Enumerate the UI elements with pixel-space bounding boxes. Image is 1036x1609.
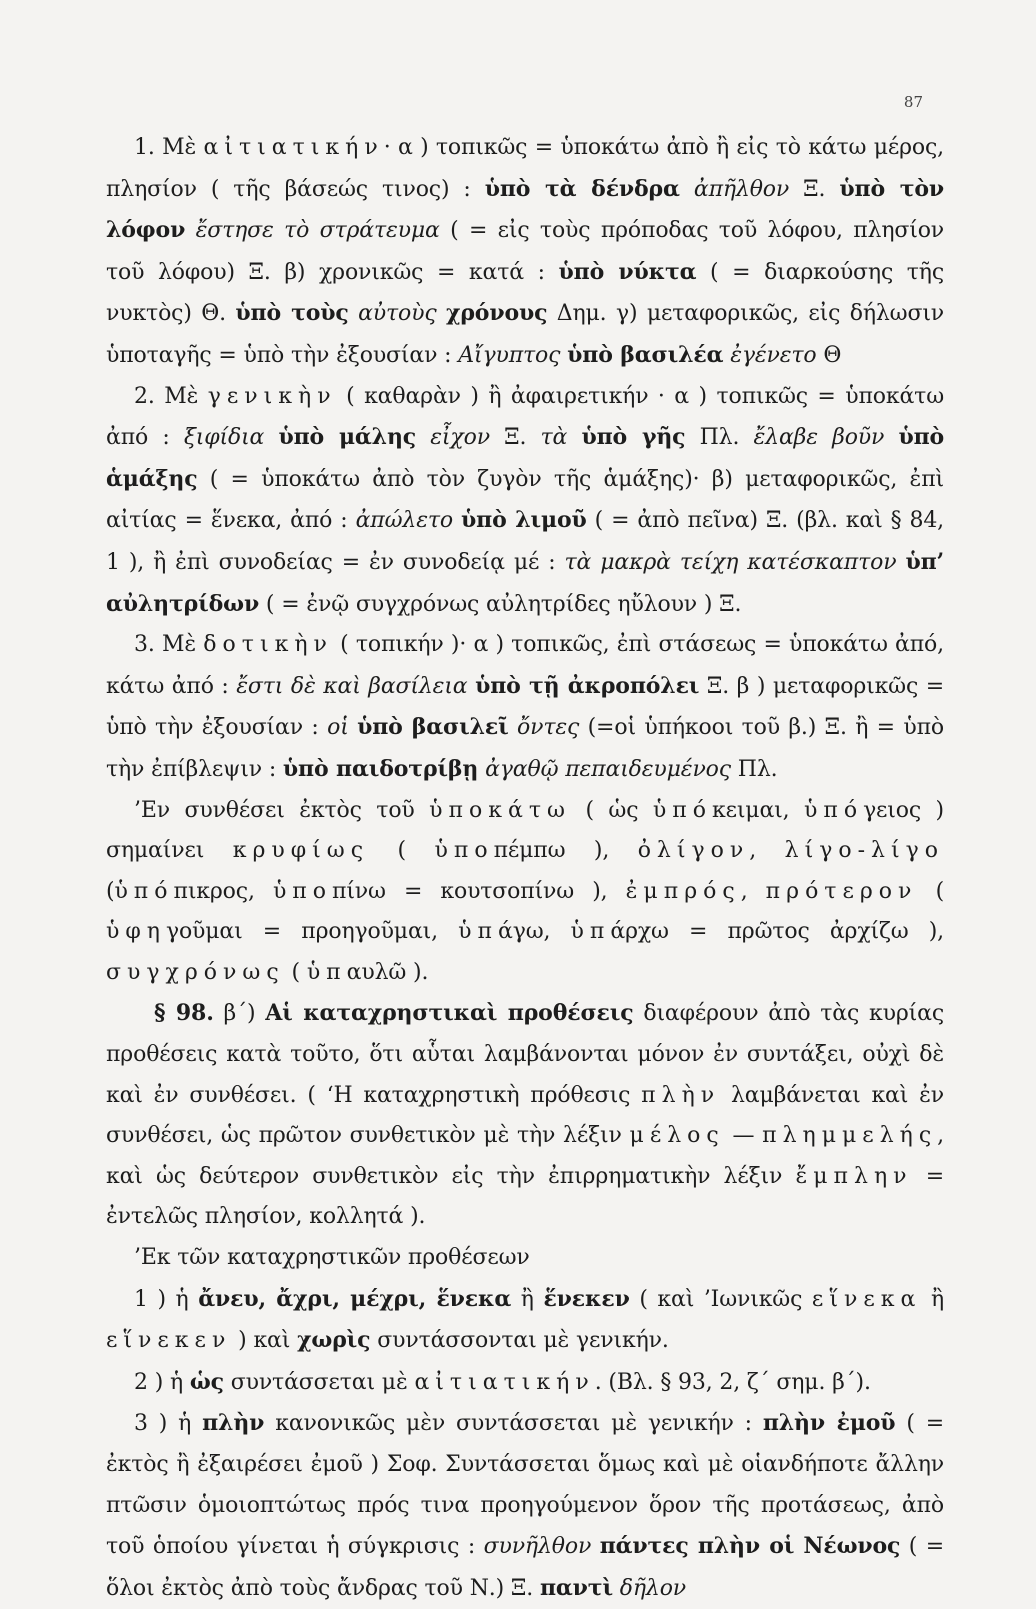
paragraph: 3. Μὲ δοτικὴν ( τοπικήν )· α ) τοπικῶς, ἐπὶ στάσεως = ὑποκάτω ἀπό, κάτω ἀπό : ἔστι δὲ καὶ βασίλεια ὑπὸ τῇ ἀκροπόλει Ξ. β ) μεταφορικῶς = ὑπὸ τὴν ἐξουσίαν : οἱ ὑπὸ βασιλεῖ ὄντες (=οἱ ὑπήκοοι τοῦ β.) Ξ. ἢ = ὑπὸ τὴν ἐπίβλεψιν : ὑπὸ παιδοτρίβῃ ἀγαθῷ πεπαιδευμένος Πλ. bbox=[106, 632, 945, 782]
paragraph: 1. Μὲ αἰτιατικήν· α ) τοπικῶς = ὑποκάτω ἀπὸ ἢ εἰς τὸ κάτω μέρος, πλησίον ( τῆς βάσεώς τινος) : ὑπὸ τὰ δένδρα ἀπῆλθον Ξ. ὑπὸ τὸν λόφον ἔστησε τὸ στράτευμα ( = εἰς τοὺς πρόποδας τοῦ λόφου, πλησίον τοῦ λόφου) Ξ. β) χρονικῶς = κατά : ὑπὸ νύκτα ( = διαρκούσης τῆς νυκτὸς) Θ. ὑπὸ τοὺς αὐτοὺς χρόνους Δημ. γ) μεταφορικῶς, εἰς δήλωσιν ὑποταγῆς = ὑπὸ τὴν ἐξουσίαν : Αἴγυπτος ὑπὸ βασιλέα ἐγένετο Θ bbox=[106, 135, 945, 368]
paragraph: 3 ) ἡ πλὴν κανονικῶς μὲν συντάσσεται μὲ γενικήν : πλὴν ἐμοῦ ( = ἐκτὸς ἢ ἐξαιρέσει ἐμοῦ ) Σοφ. Συντάσσεται ὅμως καὶ μὲ οἱανδήποτε ἄλλην πτῶσιν ὁμοιοπτώτως πρός τινα προηγούμενον ὅρον τῆς προτάσεως, ἀπὸ τοῦ ὁποίου γίνεται ἡ σύγκρισις : συνῆλθον πάντες πλὴν οἱ Νέωνος ( = ὅλοι ἐκτὸς ἀπὸ τοὺς ἄνδρας τοῦ Ν.) Ξ. παντὶ δῆλον bbox=[106, 1410, 945, 1601]
body-text bbox=[106, 128, 944, 1609]
paragraph: 1 ) ἡ ἄνευ, ἄχρι, μέχρι, ἕνεκα ἢ ἕνεκεν ( καὶ ’Ιωνικῶς εἵνεκα ἢ εἵνεκεν ) καὶ χωρὶς συντάσσονται μὲ γενικήν. bbox=[106, 1285, 944, 1354]
paragraph: ’Εκ τῶν καταχρηστικῶν προθέσεων bbox=[134, 1245, 530, 1271]
paragraph: 2. Μὲ γενικὴν ( καθαρὰν ) ἢ ἀφαιρετικήν · α ) τοπικῶς = ὑποκάτω ἀπό : ξιφίδια ὑπὸ μάλης εἶχον Ξ. τὰ ὑπὸ γῆς Πλ. ἔλαβε βοῦν ὑπὸ ἁμάξης ( = ὑποκάτω ἀπὸ τὸν ζυγὸν τῆς ἁμάξης)· β) μεταφορικῶς, ἐπὶ αἰτίας = ἕνεκα, ἀπό : ἀπώλετο ὑπὸ λιμοῦ ( = ἀπὸ πεῖνα) Ξ. (βλ. καὶ § 84, 1 ), ἢ ἐπὶ συνοδείας = ἐν συνοδείᾳ μέ : τὰ μακρὰ τείχη κατέσκαπτον ὑπ’ αὐλητρίδων ( = ἐνῷ συγχρόνως αὐλητρίδες ηὔλουν ) Ξ. bbox=[106, 383, 945, 617]
page-number: 87 bbox=[903, 93, 923, 111]
paragraph: 2 ) ἡ ὡς συντάσσεται μὲ αἰτιατικήν. (Βλ. § 93, 2, ζ΄ σημ. β΄). bbox=[134, 1368, 871, 1395]
paragraph: § 98. β΄) Αἱ καταχρηστικαὶ προθέσεις διαφέρουν ἀπὸ τὰς κυρίας προθέσεις κατὰ τοῦτο, ὅτι αὗται λαμβάνονται μόνον ἐν συντάξει, οὐχὶ δὲ καὶ ἐν συνθέσει. ( ‘Η καταχρηστικὴ πρόθεσις πλὴν λαμβάνεται καὶ ἐν συνθέσει, ὡς πρῶτον συνθετικὸν μὲ τὴν λέξιν μέλος — πλημμελής, καὶ ὡς δεύτερον συνθετικὸν εἰς τὴν ἐπιρρηματικὴν λέξιν ἔμπλην = ἐντελῶς πλησίον, κολλητά ). bbox=[106, 1000, 944, 1230]
paragraph: ’Εν συνθέσει ἐκτὸς τοῦ ὑποκάτω ( ὡς ὑπόκειμαι, ὑπόγειος ) σημαίνει κρυφίως ( ὑποπέμπω ), ὀλίγον, λίγο-λίγο (ὑπόπικρος, ὑποπίνω = κουτσοπίνω ), ἐμπρός, πρότερον ( ὑφηγοῦμαι = προηγοῦμαι, ὑπάγω, ὑπάρχω = πρῶτος ἀρχίζω ), συγχρόνως ( ὑπαυλῶ ). bbox=[106, 797, 945, 985]
